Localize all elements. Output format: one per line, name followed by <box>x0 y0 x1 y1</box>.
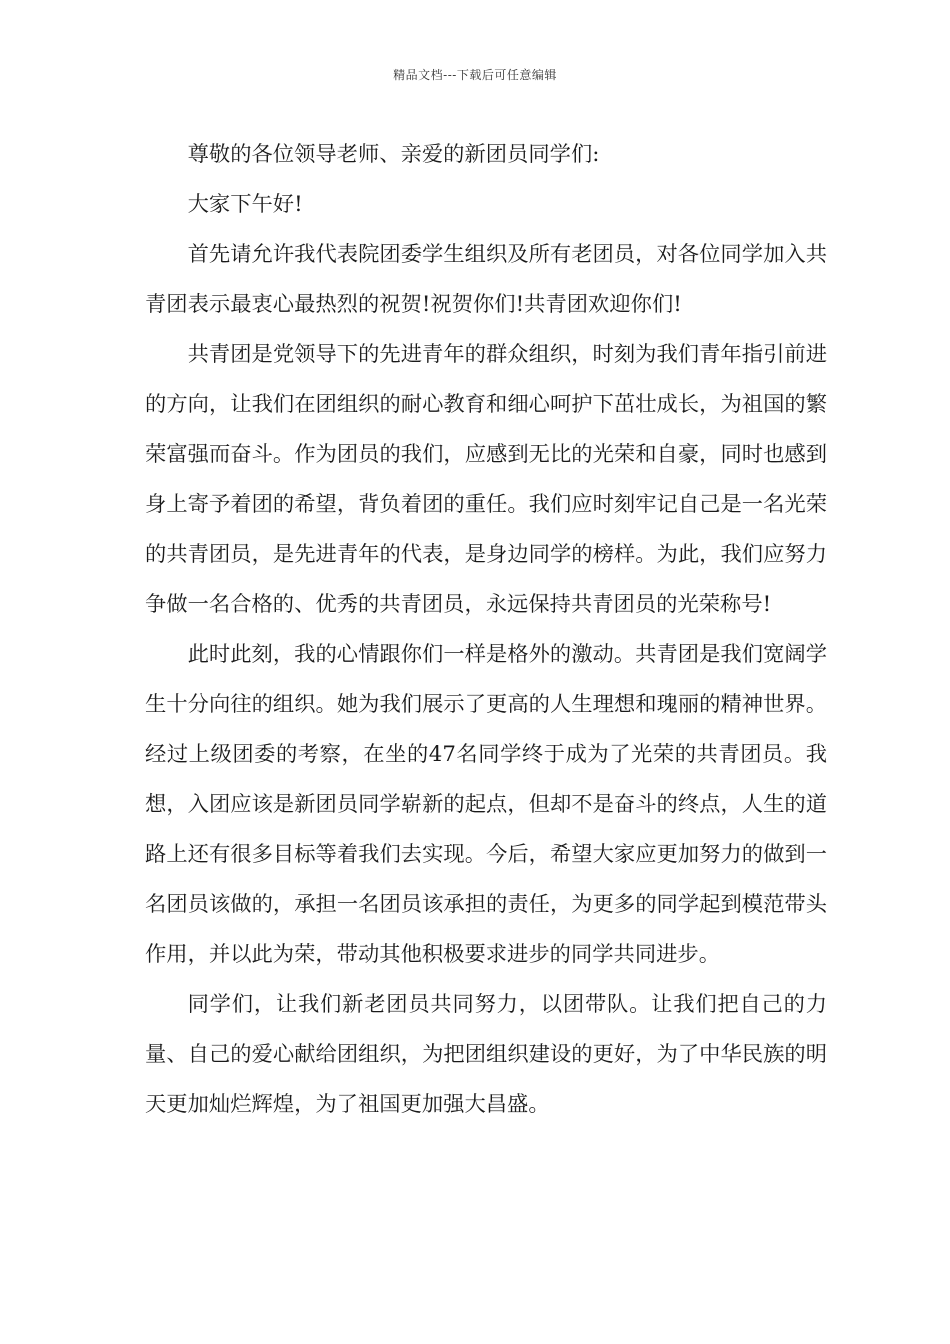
paragraph-3: 此时此刻，我的心情跟你们一样是格外的激动。共青团是我们宽阔学生十分向往的组织。她为我们展示了更高的人生理想和瑰丽的精神世界。经过上级团委的考察，在坐的47名同学终于成为了光荣的共青团员。我想，入团应该是新团员同学崭新的起点，但却不是奋斗的终点，人生的道路上还有很多目标等着我们去实现。今后，希望大家应更加努力的做到一名团员该做的，承担一名团员该承担的责任，为更多的同学起到模范带头作用，并以此为荣，带动其他积极要求进步的同学共同进步。 <box>145 642 827 967</box>
page-header: 精品文档---下载后可任意编辑 <box>393 68 557 82</box>
document-body <box>145 130 827 1130</box>
paragraph-1: 首先请允许我代表院团委学生组织及所有老团员，对各位同学加入共青团表示最衷心最热烈的祝贺!祝贺你们!共青团欢迎你们! <box>145 242 827 317</box>
paragraph-4: 同学们，让我们新老团员共同努力，以团带队。让我们把自己的力量、自己的爱心献给团组织，为把团组织建设的更好，为了中华民族的明天更加灿烂辉煌，为了祖国更加强大昌盛。 <box>145 992 827 1117</box>
greeting: 大家下午好! <box>187 192 303 217</box>
paragraph-2: 共青团是党领导下的先进青年的群众组织，时刻为我们青年指引前进的方向，让我们在团组织的耐心教育和细心呵护下茁壮成长，为祖国的繁荣富强而奋斗。作为团员的我们，应感到无比的光荣和自豪，同时也感到身上寄予着团的希望，背负着团的重任。我们应时刻牢记自己是一名光荣的共青团员，是先进青年的代表，是身边同学的榜样。为此，我们应努力争做一名合格的、优秀的共青团员，永远保持共青团员的光荣称号! <box>145 342 827 617</box>
salutation: 尊敬的各位领导老师、亲爱的新团员同学们: <box>187 142 600 167</box>
